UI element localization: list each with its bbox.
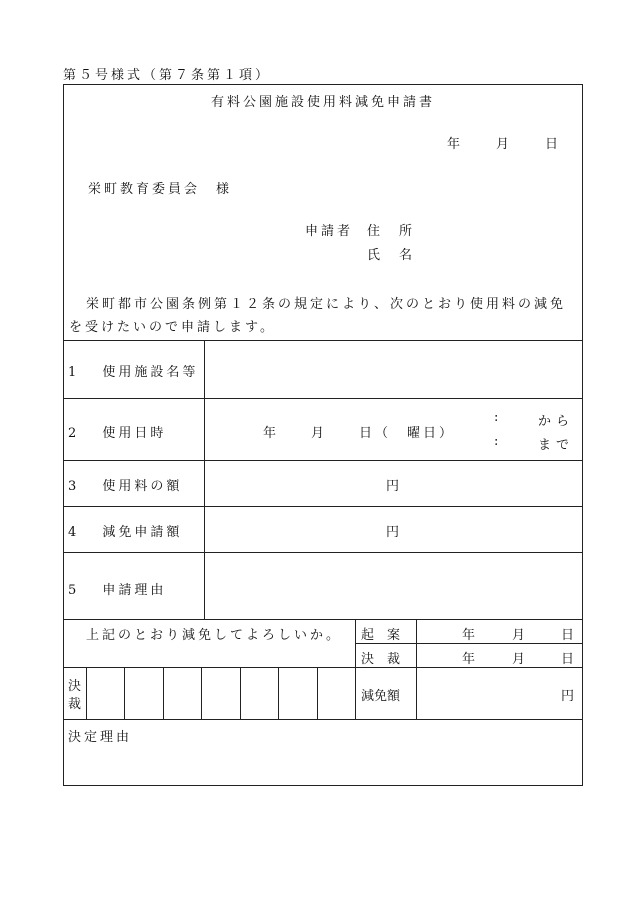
body-line-2: を受けたいので申請します。 — [69, 320, 276, 335]
stamp-box-divider — [317, 667, 318, 719]
draft-month: 月 — [512, 628, 526, 643]
decision-side-label-bottom: 裁 — [68, 697, 82, 712]
decision-label: 決 裁 — [361, 652, 401, 667]
usage-from: から — [538, 414, 575, 429]
approval-divider — [416, 619, 417, 719]
row-divider — [355, 643, 583, 644]
usage-colon-from: : — [494, 410, 499, 425]
applicant-label: 申請者 — [305, 224, 354, 239]
usage-to: まで — [538, 438, 575, 453]
row-divider — [63, 619, 583, 620]
frame-top — [63, 84, 583, 85]
frame-bottom — [63, 785, 583, 786]
row-label-reduction: 4 減免申請額 — [68, 525, 183, 540]
usage-colon-to: : — [494, 434, 499, 449]
fee-unit: 円 — [386, 479, 400, 494]
reduction-amount-unit: 円 — [561, 689, 575, 704]
stamp-box-divider — [278, 667, 279, 719]
row-divider — [63, 340, 583, 341]
row-divider — [63, 398, 583, 399]
row-divider — [63, 719, 583, 720]
name-label: 氏 名 — [367, 248, 416, 263]
stamp-box-divider — [240, 667, 241, 719]
stamp-box-divider — [86, 667, 87, 719]
date-year: 年 — [447, 137, 461, 152]
reduction-amount-label: 減免額 — [361, 689, 401, 704]
draft-year: 年 — [462, 628, 476, 643]
frame-right — [582, 84, 583, 786]
draft-day: 日 — [561, 628, 575, 643]
row-divider — [63, 506, 583, 507]
row-divider — [63, 667, 583, 668]
frame-left — [63, 84, 64, 786]
stamp-box-divider — [201, 667, 202, 719]
row-label-facility: 1 使用施設名等 — [68, 365, 199, 380]
usage-date: 年 月 日（ 曜日） — [263, 426, 456, 441]
row-divider — [63, 552, 583, 553]
decision-side-label-top: 決 — [68, 679, 82, 694]
body-line-1: 栄町都市公園条例第１２条の規定により、次のとおり使用料の減免 — [86, 297, 567, 312]
draft-label: 起 案 — [361, 628, 401, 643]
form-title: 有料公園施設使用料減免申請書 — [210, 95, 435, 110]
decision-year: 年 — [462, 652, 476, 667]
reduction-unit: 円 — [386, 525, 400, 540]
row-label-fee: 3 使用料の額 — [68, 479, 183, 494]
date-day: 日 — [545, 137, 559, 152]
approval-question: 上記のとおり減免してよろしいか。 — [86, 628, 343, 643]
address-label: 住 所 — [367, 224, 416, 239]
row-label-reason: 5 申請理由 — [68, 583, 167, 598]
row-divider — [63, 460, 583, 461]
form-number: 第５号様式（第７条第１項） — [63, 68, 272, 83]
stamp-box-divider — [124, 667, 125, 719]
label-column-divider — [204, 340, 205, 620]
approval-divider — [355, 619, 356, 719]
date-month: 月 — [496, 137, 510, 152]
decision-reason-label: 決定理由 — [68, 730, 133, 745]
addressee: 栄町教育委員会 様 — [88, 182, 233, 197]
decision-day: 日 — [561, 652, 575, 667]
row-label-datetime: 2 使用日時 — [68, 426, 167, 441]
decision-month: 月 — [512, 652, 526, 667]
stamp-box-divider — [163, 667, 164, 719]
